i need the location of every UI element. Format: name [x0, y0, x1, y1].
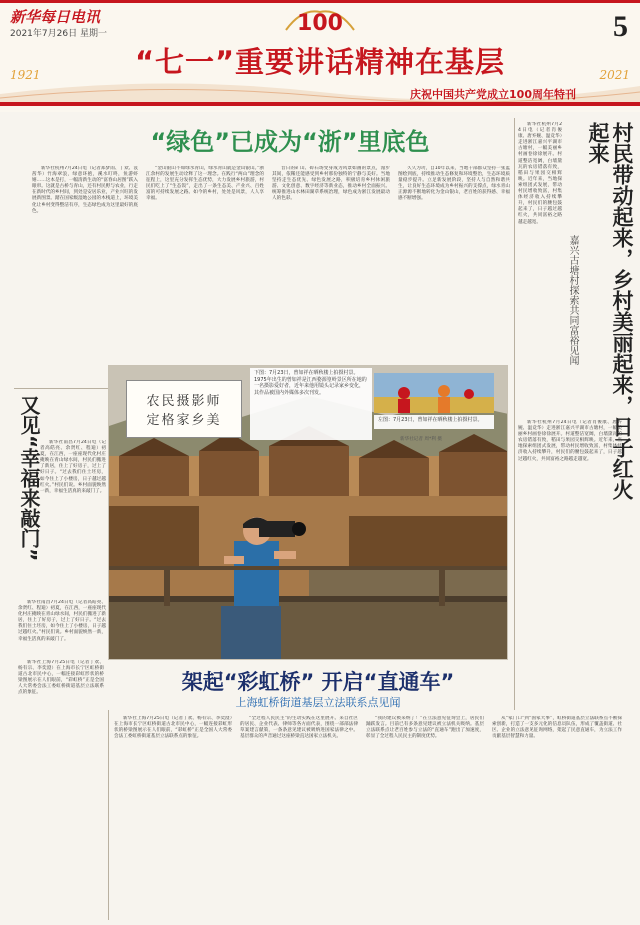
- year-left: 1921: [10, 68, 41, 82]
- masthead: [0, 0, 640, 112]
- column-divider-right: [514, 118, 515, 710]
- photo-credit: 新华社记者 周*利 摄: [400, 437, 442, 442]
- masthead-top-rule: [0, 0, 640, 3]
- newspaper-logo: 新华每日电讯: [10, 8, 101, 26]
- article1-col2: “金山银山不如绿水青山，绿水青山就是金山银山。”浙江余村的发展生动诠释了这一理念。在践行“两山”理念的征程上，这里充分发挥生态优势，大力发展乡村旅游，村民们吃上了“生态饭”，走出了一条生态美、产业兴、百姓富的可持续发展之路。如今的乡村，处处是风景，人人享幸福。: [146, 166, 264, 202]
- page-title: “七一”重要讲话精神在基层: [134, 45, 506, 79]
- column-divider-left-bottom: [108, 710, 109, 920]
- ad-line1: 农民摄影师: [146, 394, 222, 409]
- article1-col4: 久久为功，自10年以来，当地干部群众坚持一张蓝图绘到底，持续推动生态修复和环境整治，生态环境质量稳步提升。立足新发展阶段，坚持人与自然和谐共生，让良好生态环境成为乡村振兴的支撑点，绿水青山正源源不断地转化为金山银山，老百姓的获得感、幸福感不断增强。: [398, 166, 510, 202]
- issue-date: 2021年7月26日 星期一: [10, 29, 107, 39]
- corner-caption: 左图：7月23日，曾如祥在晒秋楼上拍摄村景。: [374, 415, 494, 429]
- article3-col2: “全过程人民民主”的生动实践在这里展开。来自社区的居民、企业代表、律师等各方面代表，围绕一部部法律草案建言献策，一条条意见建议被吸纳进国家法律之中。基层群众的声音通过这座桥梁直达国家立法机关。: [240, 716, 358, 740]
- article1-col3: 昔日的矿山、碎石场变身成为风景如画的景点，漫步其间，依稀还能感受到乡村那份独特的宁静与美好。当地坚持走生态优先、绿色发展之路，积极培育乡村休闲旅游、文化创意、数字经济等新业态，推动乡村全面振兴。统筹推进山水林田湖草系统治理，绿色成为浙江发展最动人的色彩。: [272, 166, 390, 202]
- emblem-text: 100: [297, 11, 343, 36]
- photographer-ad-box: [126, 380, 242, 438]
- special-issue-subtitle: 庆祝中国共产党成立100周年特刊: [410, 88, 576, 101]
- article3-col3: “我的建议被采纳了！”在立法意见征询会上，居民们踊跃发言。目前已有多条意见建议被立法机关吸纳。基层立法联系点让老百姓参与立法的“直通车”跑出了加速度，彰显了全过程人民民主的制度优势。: [366, 716, 484, 740]
- article3-title: 架起“彩虹桥” 开启“直通车”: [181, 670, 455, 694]
- ad-line2: 定格家乡美: [146, 413, 222, 428]
- year-right: 2021: [599, 68, 630, 82]
- article4-col-a: 新华社杭州7月24日电（记者肖俊康、唐弃婉、温竞华）走进浙江嘉兴平湖市古塘村，一幅美丽乡村画卷徐徐展开。村道整洁宽阔，白墙黛瓦的农房错落有致，稻田与果园交相辉映。近年来，当地探索组团式发展，带动村民增收致富，村集体经济收入持续攀升，村民们的腰包鼓起来了，日子越过越红火，共同富裕之路越走越宽。: [518, 122, 562, 225]
- section-divider-left: [14, 388, 108, 389]
- article3-col1: 新华社上海7月25日电（记者丁欢、杨有宗、李奕澄）在上海市长宁区虹桥街道古北市民中心，一幅连接彩虹形状的桥梁图展示在人们眼前，“彩虹桥”正是全国人大常委会法工委虹桥街道基层立法联系点的象征。: [114, 716, 232, 740]
- article1-col1: 新华社杭州7月24日电（记者郑梦雨、丁欢、袁茜华）竹海翠浪，绿意环抱，溪水叮咚，鱼游虾嬉……这本是打，一幅清新生动的“富春山居图”跃入眼帘。这就是古桥与青山，还有村民野与农业，行走在新时代的乡村间，到处是安居乐业，产业兴旺的发展新图景。踏在国家级湿地公园的木栈道上，环境美化让乡村变得整洁有序，生态绿色成为这里最好的底色。: [32, 166, 138, 214]
- article3-subtitle: 上海虹桥街道基层立法联系点见闻: [235, 696, 401, 709]
- article4-subtitle: 嘉兴古塘村探索共同富裕见闻: [567, 235, 578, 365]
- article4-title: 村民带动起来，乡村美丽起来，日子红火起来: [586, 122, 634, 500]
- photo-caption: 下图：7月23日，曾如祥在晒秋楼上拍摄村景。1975年出生的曾如祥是江西婺源篁岭景区所在地的一名摄影爱好者，近年来他用镜头记录家乡变化，其作品被国内外媒体多次刊发。: [250, 368, 372, 440]
- article4-col-b: 新华社杭州7月24日电（记者肖俊康、唐弃婉、温竞华）走进浙江嘉兴平湖市古塘村，一幅美丽乡村画卷徐徐展开。村道整洁宽阔，白墙黛瓦的农房错落有致，稻田与果园交相辉映。近年来，当地探索组团式发展，带动村民增收致富，村集体经济收入持续攀升，村民们的腰包鼓起来了，日子越过越红火，共同富裕之路越走越宽。: [518, 420, 622, 462]
- page-number: 5: [613, 10, 628, 43]
- article2-title: 又见“幸福来敲门”: [17, 395, 41, 562]
- article2-body-b: 新华社南昌7月24日电（记者高皓亮、余贤红、程迪）初夏，在江西，一座座现代化村庄掩映在青山绿水间，村民们搬进了新居，住上了好房子，过上了好日子。“过去我们住土坯房，如今住上了小楼房，日子越过越红火。”村民们说。乡村面貌焕然一新，幸福生活真的来敲门了。: [18, 600, 106, 642]
- article1-title: “绿色”已成为“浙”里底色: [150, 128, 430, 156]
- corner-inset-photo: [374, 373, 494, 413]
- centenary-emblem-icon: [272, 4, 368, 38]
- article3-col4: 从“家门口”到“国家大事”，虹桥街道基层立法联系点不断探索创新，打造了一支多元化的信息员队伍，形成了覆盖街道、社区、企业的立法意见征询网络，架起了民意直通车，为立法工作贡献基层智慧和力量。: [492, 716, 622, 740]
- masthead-bottom-rule: [0, 102, 640, 106]
- article2-body-a: 新华社南昌7月24日电（记者高皓亮、余贤红、程迪）初夏，在江西，一座座现代化村庄掩映在青山绿水间，村民们搬进了新居，住上了好房子，过上了好日子。“过去我们住土坯房，如今住上了小楼房，日子越过越红火。”村民们说。乡村面貌焕然一新，幸福生活真的来敲门了。: [40, 440, 106, 494]
- article3-col0: 新华社上海7月25日电（记者丁欢、杨有宗、李奕澄）在上海市长宁区虹桥街道古北市民中心，一幅连接彩虹形状的桥梁图展示在人们眼前，“彩虹桥”正是全国人大常委会法工委虹桥街道基层立法联系点的象征。: [18, 660, 104, 696]
